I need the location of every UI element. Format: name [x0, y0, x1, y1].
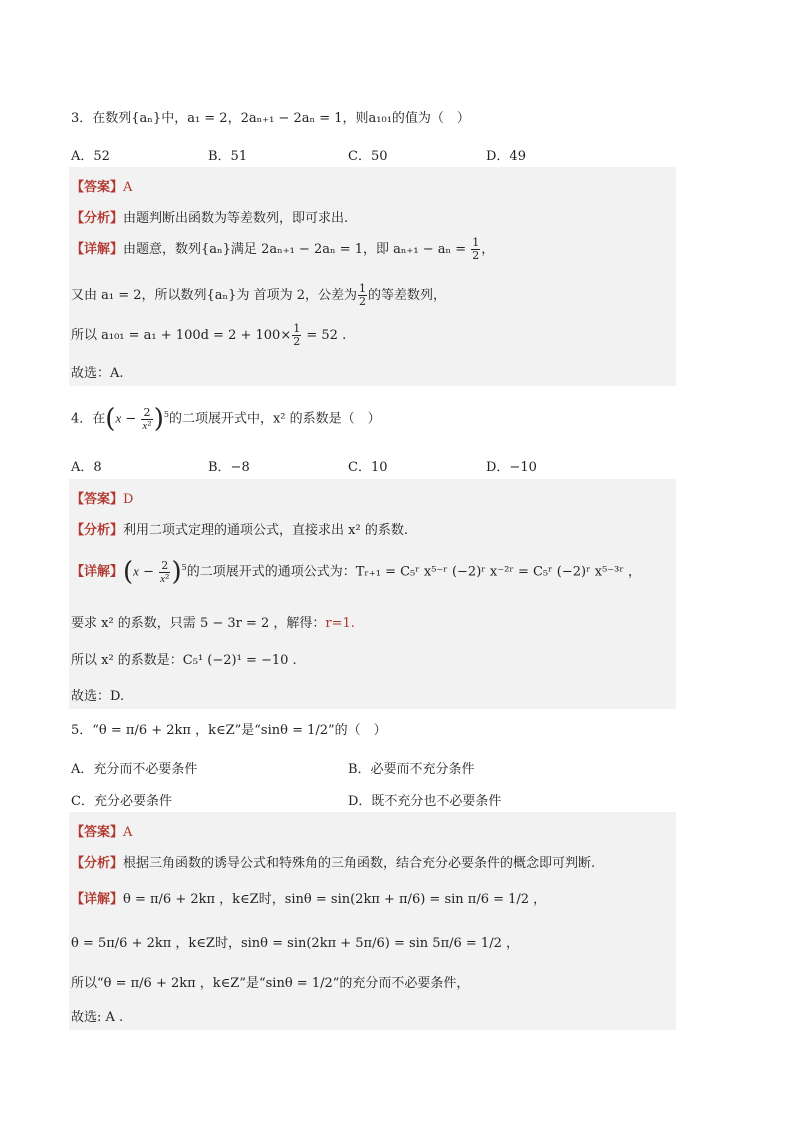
q3-detail-line3 [71, 323, 346, 348]
q3-option-a: A．52 [71, 149, 110, 164]
q4-conclusion: 故选：D. [71, 689, 125, 704]
answer-tag: 【答案】 [71, 492, 124, 507]
q4-solution-box [69, 479, 676, 709]
analysis-tag: 【分析】 [71, 523, 124, 538]
detail-text: 又由 a₁ = 2，所以数列{aₙ}为 首项为 2，公差为 [71, 288, 357, 303]
stem-text: 的二项展开式中，x² 的系数是（ ） [168, 411, 381, 427]
detail-text: 所以 a₁₀₁ = a₁ + 100d = 2 + 100× [71, 328, 292, 343]
q4-stem: 4．在(x − $\frac{2}{\text{x²}}$ )$^5$的二项展开式中，x² 的系数是（ ） [71, 404, 381, 434]
q5-stem: 5．“θ = π/6 + 2kπ ，k∈Z”是“sinθ = 1/2”的（ ） [71, 723, 387, 738]
q5-analysis [71, 852, 595, 871]
answer-value: D [123, 492, 134, 507]
q3-option-b: B．51 [208, 149, 248, 164]
analysis-text: 由题判断出函数为等差数列，即可求出. [123, 211, 349, 226]
detail-tag: 【详解】 [71, 892, 124, 907]
detail-text: θ = π/6 + 2kπ ，k∈Z时，sinθ = sin(2kπ + π/6) = sin π/6 = 1/2 ， [123, 892, 547, 907]
q5-detail-line2: θ = 5π/6 + 2kπ ，k∈Z时，sinθ = sin(2kπ + 5π/6) = sin 5π/6 = 1/2 ， [71, 936, 519, 951]
q5-option-c: C．充分必要条件 [71, 794, 172, 809]
paren: ( [123, 557, 134, 587]
q4-detail-line2 [71, 612, 355, 631]
q5-detail-line3: 所以“θ = π/6 + 2kπ ，k∈Z”是“sinθ = 1/2”的充分而不必要条件， [71, 976, 470, 991]
q3-stem: 3．在数列{aₙ}中，a₁ = 2，2aₙ₊₁ − 2aₙ = 1，则a₁₀₁的值为（ ） [71, 111, 470, 126]
q4-detail-line1: 【详解】(x − $\frac{2}{\text{x²}}$ )$^5$的二项展开式的通项公式为：Tᵣ₊₁ = C₅ʳ x⁵⁻ʳ (−2)ʳ x⁻²ʳ = C₅ʳ (−2)ʳ x⁵⁻³ʳ ， [71, 557, 642, 587]
detail-text: = 52 . [302, 328, 347, 343]
q5-solution-box [69, 812, 676, 1030]
q3-answer [71, 176, 132, 195]
detail-tag: 【详解】 [71, 242, 124, 257]
q3-analysis [71, 207, 348, 226]
q4-option-c: C．10 [348, 460, 388, 475]
paren: ) [153, 404, 164, 434]
fraction: $\frac{1}{2}$ [293, 322, 301, 348]
fraction: $\frac{2}{\text{x²}}$ [160, 558, 170, 585]
answer-tag: 【答案】 [71, 825, 124, 840]
answer-tag: 【答案】 [71, 180, 124, 195]
detail-text: 要求 x² 的系数，只需 5 − 3r = 2 ，解得： [71, 616, 326, 631]
detail-text: 的等差数列， [367, 288, 446, 303]
answer-value: A [123, 180, 133, 195]
q4-option-d: D．−10 [486, 460, 537, 475]
q3-solution-box [69, 167, 676, 386]
detail-text: 由题意，数列{aₙ}满足 2aₙ₊₁ − 2aₙ = 1，即 aₙ₊₁ − aₙ = [123, 242, 471, 257]
detail-tag: 【详解】 [71, 564, 124, 580]
q4-option-a: A．8 [71, 460, 102, 475]
analysis-text: 根据三角函数的诱导公式和特殊角的三角函数，结合充分必要条件的概念即可判断. [123, 856, 596, 871]
answer-value: A [123, 825, 133, 840]
q4-detail-line3: 所以 x² 的系数是：C₅¹ (−2)¹ = −10 . [71, 653, 297, 668]
q3-detail-line1: 【详解】由题意，数列{aₙ}满足 2aₙ₊₁ − 2aₙ = 1，即 aₙ₊₁ − aₙ = $\frac{1}{2}$ ， [71, 236, 495, 262]
q5-detail-line1 [71, 888, 546, 907]
q5-conclusion: 故选: A . [71, 1010, 124, 1025]
paren: ( [105, 404, 116, 434]
q5-option-a: A．充分而不必要条件 [71, 762, 198, 777]
q4-answer [71, 488, 133, 507]
q4-option-b: B．−8 [208, 460, 250, 475]
q5-option-d: D．既不充分也不必要条件 [348, 794, 502, 809]
fraction: $\frac{1}{2}$ [472, 236, 480, 262]
q3-option-c: C．50 [348, 149, 388, 164]
q4-analysis [71, 519, 408, 538]
stem-text: 4．在 [71, 411, 106, 427]
analysis-tag: 【分析】 [71, 856, 124, 871]
detail-text: 的二项展开式的通项公式为：Tᵣ₊₁ = C₅ʳ x⁵⁻ʳ (−2)ʳ x⁻²ʳ = C₅ʳ (−2)ʳ x⁵⁻³ʳ ， [186, 564, 642, 580]
detail-result: r=1. [325, 616, 355, 631]
q3-conclusion: 故选：A. [71, 366, 124, 381]
analysis-text: 利用二项式定理的通项公式，直接求出 x² 的系数. [123, 523, 408, 538]
fraction: $\frac{2}{\text{x²}}$ [142, 405, 152, 432]
analysis-tag: 【分析】 [71, 211, 124, 226]
q3-option-d: D．49 [486, 149, 526, 164]
q3-detail-line2 [71, 283, 446, 308]
q5-answer [71, 821, 132, 840]
fraction: $\frac{1}{2}$ [358, 282, 366, 308]
q5-option-b: B．必要而不充分条件 [348, 762, 475, 777]
paren: ) [171, 557, 182, 587]
